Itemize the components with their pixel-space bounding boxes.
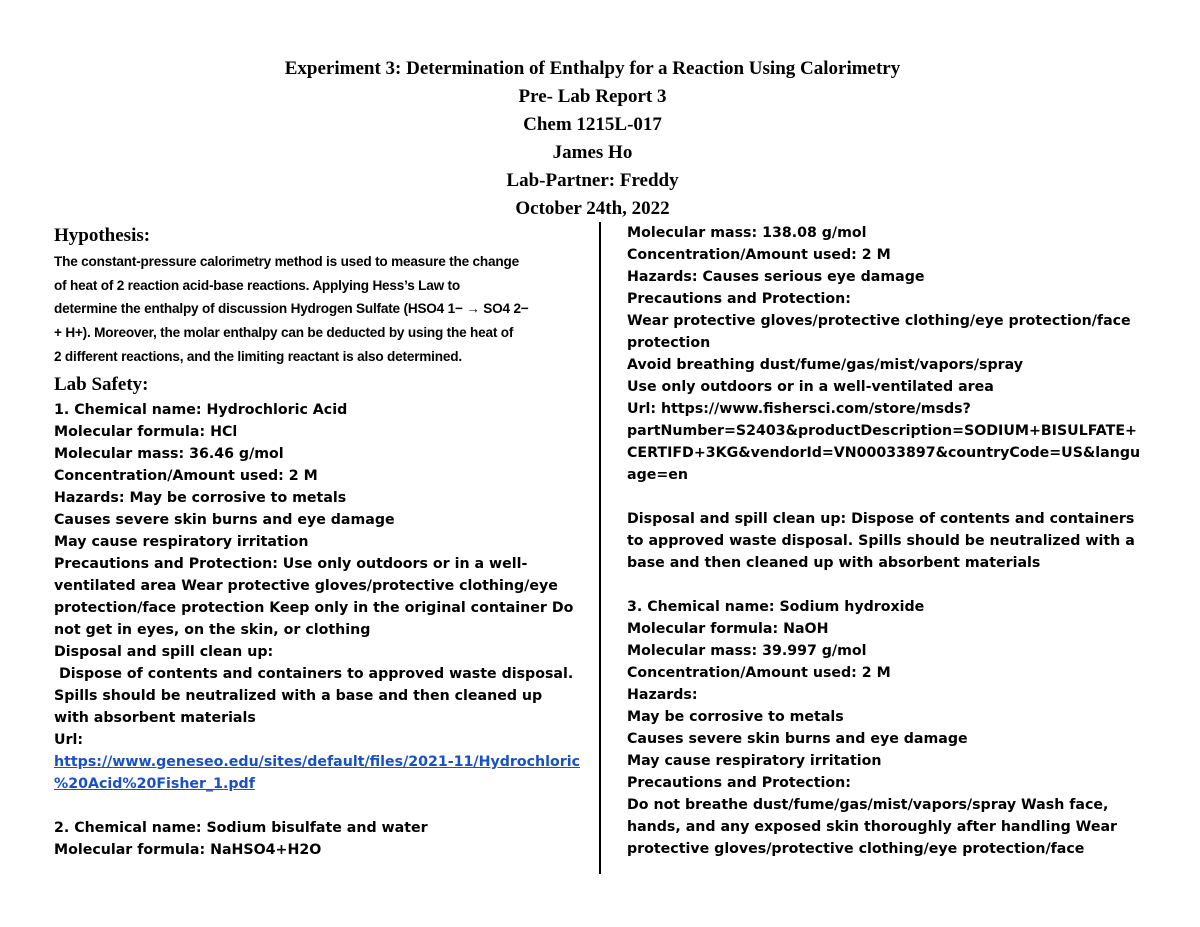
chem1-line: Hazards: May be corrosive to metals (54, 489, 347, 506)
chem1-line: Concentration/Amount used: 2 M (54, 467, 318, 484)
hypothesis-line: + H+). Moreover, the molar enthalpy can be deducted by using the heat of (54, 325, 514, 341)
report-title: Pre- Lab Report 3 (518, 86, 667, 107)
chem1-line: protection/face protection Keep only in the original container Do (54, 599, 574, 616)
left-column (54, 222, 579, 861)
chem1-line: 1. Chemical name: Hydrochloric Acid (54, 401, 348, 418)
chem1-line: Disposal and spill clean up: (54, 643, 274, 660)
lab-safety-heading: Lab Safety: (54, 373, 149, 395)
chem3-line: Hazards: (627, 687, 698, 703)
chem2-url-line: Url: https://www.fishersci.com/store/msds? (627, 401, 971, 417)
column-divider (599, 222, 601, 874)
lab-partner: Lab-Partner: Freddy (506, 170, 679, 191)
chem2-detail-line: protection (627, 335, 711, 351)
chem1-line: ventilated area Wear protective gloves/protective clothing/eye (54, 577, 558, 594)
hypothesis-line: of heat of 2 reaction acid-base reactions. Applying Hess’s Law to (54, 277, 460, 293)
chem1-line: Dispose of contents and containers to approved waste disposal. (54, 665, 574, 682)
chemical-2-details (627, 222, 1147, 486)
chem3-line: Precautions and Protection: (627, 775, 851, 791)
chemical-2-disposal (627, 508, 1147, 574)
chem3-line: 3. Chemical name: Sodium hydroxide (627, 599, 925, 615)
course-code: Chem 1215L-017 (523, 114, 662, 135)
chem3-line: Concentration/Amount used: 2 M (627, 665, 891, 681)
chem1-url-link[interactable]: %20Acid%20Fisher_1.pdf (54, 775, 255, 792)
chem1-url-label: Url: (54, 731, 84, 748)
chem2-disposal-line: to approved waste disposal. Spills should be neutralized with a (627, 533, 1135, 549)
chem2-detail-line: Use only outdoors or in a well-ventilated area (627, 379, 994, 395)
chem3-line: Causes severe skin burns and eye damage (627, 731, 968, 747)
chem1-line: not get in eyes, on the skin, or clothing (54, 621, 371, 638)
chem3-line: Molecular mass: 39.997 g/mol (627, 643, 867, 659)
chemical-1-block (54, 399, 579, 795)
chem3-line: hands, and any exposed skin thoroughly after handling Wear (627, 819, 1118, 835)
chem1-line: Precautions and Protection: Use only outdoors or in a well- (54, 555, 528, 572)
chem2-detail-line: Concentration/Amount used: 2 M (627, 247, 891, 263)
chem2-url-line: partNumber=S2403&productDescription=SODIUM+BISULFATE+ (627, 423, 1137, 439)
chem2-detail-line: Wear protective gloves/protective clothing/eye protection/face (627, 313, 1131, 329)
chem2-line: Molecular formula: NaHSO4+H2O (54, 841, 322, 858)
chem2-detail-line: Hazards: Causes serious eye damage (627, 269, 925, 285)
chem3-line: protective gloves/protective clothing/eye protection/face (627, 841, 1085, 857)
hypothesis-line: 2 different reactions, and the limiting reactant is also determined. (54, 348, 462, 364)
chem1-line: Causes severe skin burns and eye damage (54, 511, 395, 528)
chem2-disposal-line: Disposal and spill clean up: Dispose of contents and containers (627, 511, 1135, 527)
chem2-detail-line: Avoid breathing dust/fume/gas/mist/vapors/spray (627, 357, 1023, 373)
chem2-line: 2. Chemical name: Sodium bisulfate and water (54, 819, 428, 836)
chem2-detail-line: Molecular mass: 138.08 g/mol (627, 225, 867, 241)
chem2-url-line: age=en (627, 467, 688, 483)
right-column (627, 222, 1147, 860)
chem3-line: May cause respiratory irritation (627, 753, 882, 769)
report-date: October 24th, 2022 (515, 198, 670, 219)
chem2-disposal-line: base and then cleaned up with absorbent materials (627, 555, 1041, 571)
chem1-line: May cause respiratory irritation (54, 533, 309, 550)
hypothesis-heading: Hypothesis: (54, 225, 151, 246)
hypothesis-text (54, 250, 579, 369)
author-name: James Ho (552, 142, 633, 163)
chemical-3-block (627, 596, 1147, 860)
chem3-line: Molecular formula: NaOH (627, 621, 829, 637)
chem2-detail-line: Precautions and Protection: (627, 291, 851, 307)
chem3-line: May be corrosive to metals (627, 709, 844, 725)
hypothesis-line: The constant-pressure calorimetry method is used to measure the change (54, 254, 519, 269)
chem1-line: Molecular formula: HCl (54, 423, 238, 440)
chemical-2-block (54, 817, 579, 861)
experiment-title: Experiment 3: Determination of Enthalpy for a Reaction Using Calorimetry (284, 58, 901, 79)
chem3-line: Do not breathe dust/fume/gas/mist/vapors/spray Wash face, (627, 797, 1109, 813)
chem2-url-line: CERTIFD+3KG&vendorId=VN00033897&countryCode=US&langu (627, 445, 1141, 461)
document-header (0, 55, 1185, 223)
chem1-line: with absorbent materials (54, 709, 256, 726)
chem1-line: Molecular mass: 36.46 g/mol (54, 445, 284, 462)
hypothesis-line: determine the enthalpy of discussion Hydrogen Sulfate (HSO4 1− → SO4 2− (54, 301, 529, 317)
chem1-line: Spills should be neutralized with a base and then cleaned up (54, 687, 543, 704)
chem1-url-link[interactable]: https://www.geneseo.edu/sites/default/files/2021-11/Hydrochloric (54, 753, 580, 770)
